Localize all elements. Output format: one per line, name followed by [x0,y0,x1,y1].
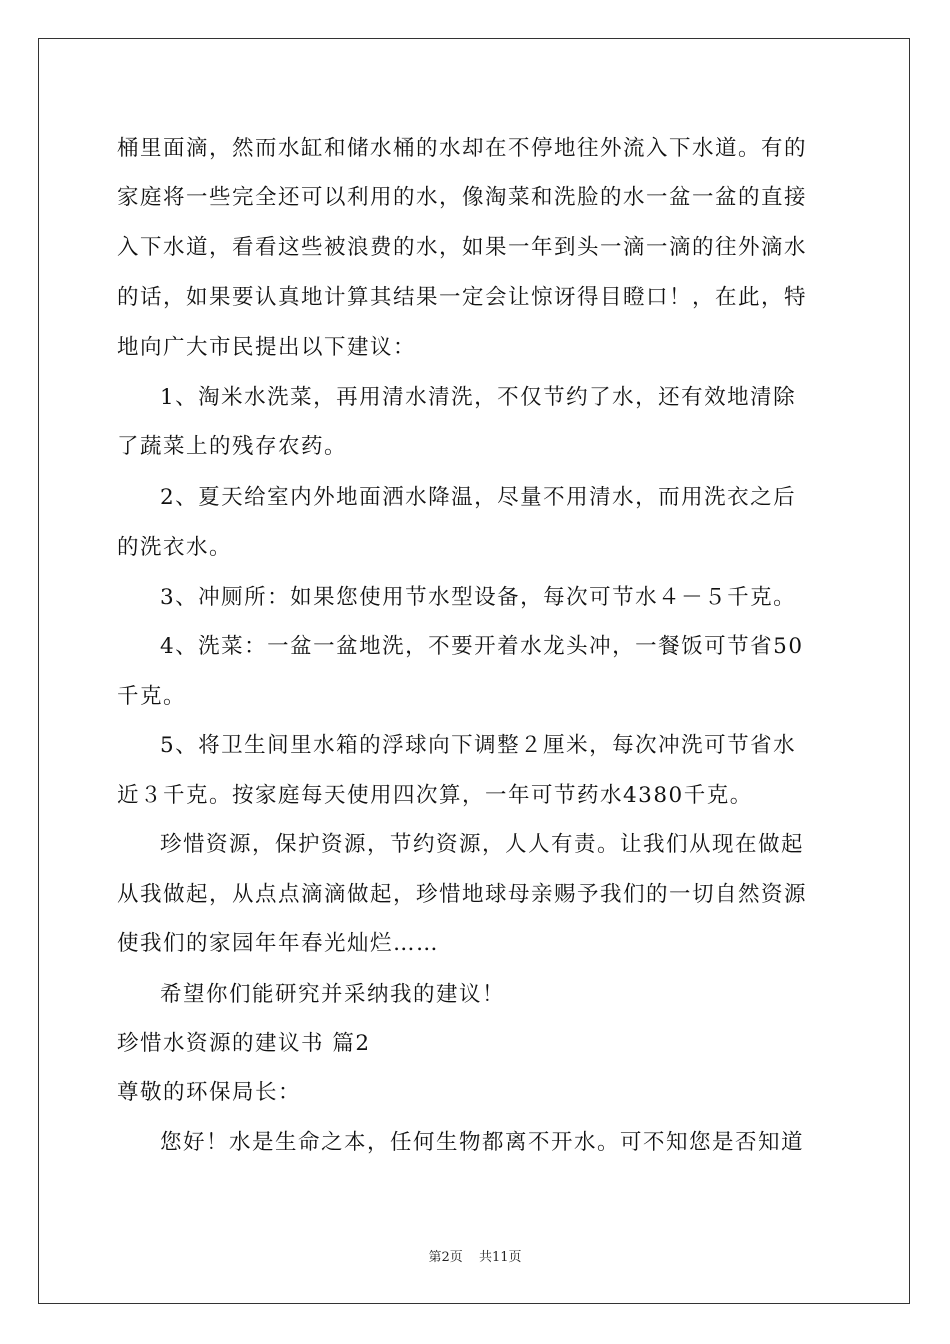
list-item-5-line: 5、将卫生间里水箱的浮球向下调整２厘米，每次冲洗可节省水 [160,733,797,758]
page-total: 共11页 [478,1250,522,1265]
section-heading: 珍惜水资源的建议书 篇2 [117,1031,371,1056]
list-item-1-line: 1、淘米水洗菜，再用清水清洗，不仅节约了水，还有效地清除 [160,385,797,410]
page-footer [0,1246,950,1265]
text-line: 希望你们能研究并采纳我的建议！ [160,982,506,1007]
text-line: 珍惜资源，保护资源，节约资源，人人有责。让我们从现在做起 [160,832,805,857]
text-line: 的话，如果要认真地计算其结果一定会让惊讶得目瞪口！，在此，特 [117,285,808,310]
page-border [38,38,910,1304]
page-number: 第2页 [428,1250,463,1265]
list-item-4-line: 4、洗菜：一盆一盆地洗，不要开着水龙头冲，一餐饭可节省50 [160,634,804,659]
list-item-4-line: 千克。 [117,684,187,709]
list-item-3-line: 3、冲厕所：如果您使用节水型设备，每次可节水４－５千克。 [160,585,797,610]
list-item-2-line: 2、夏天给室内外地面洒水降温，尽量不用清水，而用洗衣之后 [160,485,797,510]
salutation: 尊敬的环保局长： [117,1080,302,1105]
text-line: 桶里面滴，然而水缸和储水桶的水却在不停地往外流入下水道。有的 [117,136,808,161]
list-item-1-line: 了蔬菜上的残存农药。 [117,434,348,459]
text-line: 地向广大市民提出以下建议： [117,335,417,360]
text-line: 入下水道，看看这些被浪费的水，如果一年到头一滴一滴的往外滴水 [117,235,808,260]
list-item-2-line: 的洗衣水。 [117,535,233,560]
list-item-5-line: 近３千克。按家庭每天使用四次算，一年可节药水4380千克。 [117,783,753,808]
text-line: 使我们的家园年年春光灿烂…… [117,931,440,956]
text-line: 从我做起，从点点滴滴做起，珍惜地球母亲赐予我们的一切自然资源 [117,882,808,907]
text-line: 家庭将一些完全还可以利用的水，像淘菜和洗脸的水一盆一盆的直接 [117,185,808,210]
text-line: 您好！水是生命之本，任何生物都离不开水。可不知您是否知道 [160,1130,805,1155]
